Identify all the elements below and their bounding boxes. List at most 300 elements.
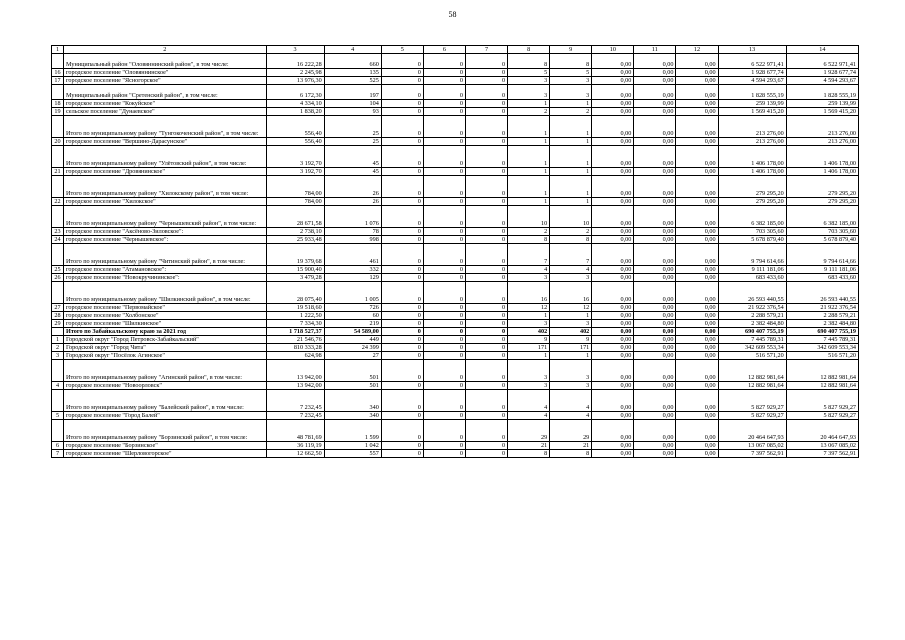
cell-col-8: 10 — [508, 206, 550, 228]
cell-col-6: 0 — [423, 168, 465, 176]
cell-col-9: 3 — [550, 320, 592, 328]
cell-col-13: 5 827 929,27 — [718, 390, 786, 412]
cell-col-8: 3 — [508, 85, 550, 100]
table-row — [52, 77, 859, 85]
table-row — [52, 236, 859, 244]
cell-col-9: 12 — [550, 304, 592, 312]
cell-col-14: 2 382 484,80 — [786, 320, 858, 328]
cell-col-9: 9 — [550, 46, 592, 54]
cell-col-1: 1 — [52, 46, 64, 54]
cell-col-12: 0,00 — [676, 390, 718, 412]
cell-col-6: 0 — [423, 198, 465, 206]
header-row — [52, 46, 859, 54]
cell-col-2: 2 — [64, 46, 267, 54]
cell-col-4: 197 — [324, 85, 381, 100]
cell-col-9: 4 — [550, 390, 592, 412]
cell-col-1: 23 — [52, 228, 64, 236]
cell-col-8: 8 — [508, 46, 550, 54]
table-row — [52, 420, 859, 442]
cell-col-5: 0 — [381, 352, 423, 360]
cell-col-2: городское поселение "Город Балей" — [64, 412, 267, 420]
cell-col-4: 78 — [324, 228, 381, 236]
cell-col-8: 2 — [508, 108, 550, 116]
cell-col-1: 22 — [52, 198, 64, 206]
cell-col-5: 0 — [381, 206, 423, 228]
cell-col-10: 0,00 — [592, 320, 634, 328]
cell-col-6: 0 — [423, 228, 465, 236]
cell-col-3: 21 546,76 — [266, 336, 324, 344]
cell-col-12: 0,00 — [676, 344, 718, 352]
cell-col-4: 45 — [324, 168, 381, 176]
cell-col-13: 279 295,20 — [718, 176, 786, 198]
cell-col-7: 0 — [465, 336, 507, 344]
cell-col-11: 0,00 — [634, 282, 676, 304]
cell-col-11: 0,00 — [634, 116, 676, 138]
cell-col-11: 0,00 — [634, 412, 676, 420]
cell-col-9: 171 — [550, 344, 592, 352]
cell-col-14: 6 522 971,41 — [786, 54, 858, 69]
cell-col-14: 26 593 440,55 — [786, 282, 858, 304]
cell-col-6: 0 — [423, 336, 465, 344]
cell-col-2: Итого по муниципальному району "Агинский район", в том числе: — [64, 360, 267, 382]
cell-col-5: 0 — [381, 344, 423, 352]
cell-col-13: 6 382 185,00 — [718, 206, 786, 228]
cell-col-2: городское поселение "Новокручининское": — [64, 274, 267, 282]
cell-col-14: 1 406 178,00 — [786, 168, 858, 176]
cell-col-13: 516 571,20 — [718, 352, 786, 360]
cell-col-4: 60 — [324, 312, 381, 320]
cell-col-4: 104 — [324, 100, 381, 108]
cell-col-7: 0 — [465, 390, 507, 412]
cell-col-3: 784,00 — [266, 198, 324, 206]
cell-col-2: Городской округ "Город Чита" — [64, 344, 267, 352]
cell-col-1: 3 — [52, 352, 64, 360]
cell-col-3: 7 232,45 — [266, 412, 324, 420]
cell-col-9: 3 — [550, 85, 592, 100]
cell-col-5: 0 — [381, 244, 423, 266]
cell-col-11: 0,00 — [634, 274, 676, 282]
table-row — [52, 168, 859, 176]
cell-col-5: 0 — [381, 412, 423, 420]
cell-col-2: Итого по муниципальному району "Балейский район", в том числе: — [64, 390, 267, 412]
cell-col-4: 1 042 — [324, 442, 381, 450]
cell-col-6: 0 — [423, 344, 465, 352]
cell-col-12: 0,00 — [676, 206, 718, 228]
cell-col-10: 0,00 — [592, 116, 634, 138]
cell-col-2: городское поселение "Шерловогорское" — [64, 450, 267, 458]
cell-col-7: 0 — [465, 442, 507, 450]
cell-col-3: 25 933,48 — [266, 236, 324, 244]
cell-col-3: 1 222,50 — [266, 312, 324, 320]
cell-col-7: 0 — [465, 352, 507, 360]
cell-col-12: 0,00 — [676, 320, 718, 328]
cell-col-4: 461 — [324, 244, 381, 266]
cell-col-12: 0,00 — [676, 450, 718, 458]
cell-col-7: 0 — [465, 450, 507, 458]
cell-col-4: 501 — [324, 360, 381, 382]
cell-col-6: 0 — [423, 312, 465, 320]
cell-col-1: 1 — [52, 336, 64, 344]
cell-col-4: 25 — [324, 138, 381, 146]
cell-col-5: 0 — [381, 320, 423, 328]
cell-col-6: 0 — [423, 450, 465, 458]
cell-col-7: 0 — [465, 85, 507, 100]
cell-col-6: 0 — [423, 390, 465, 412]
cell-col-11: 0,00 — [634, 54, 676, 69]
cell-col-3: 13 942,00 — [266, 382, 324, 390]
cell-col-4: 135 — [324, 69, 381, 77]
cell-col-11: 0,00 — [634, 69, 676, 77]
cell-col-1: 20 — [52, 138, 64, 146]
cell-col-3: 28 671,58 — [266, 206, 324, 228]
cell-col-3: 7 232,45 — [266, 390, 324, 412]
cell-col-7: 0 — [465, 244, 507, 266]
cell-col-1: 18 — [52, 100, 64, 108]
cell-col-9: 1 — [550, 312, 592, 320]
cell-col-12: 0,00 — [676, 244, 718, 266]
cell-col-8: 16 — [508, 282, 550, 304]
cell-col-7: 0 — [465, 328, 507, 336]
cell-col-9: 1 — [550, 352, 592, 360]
cell-col-8: 1 — [508, 352, 550, 360]
cell-col-1: 27 — [52, 304, 64, 312]
cell-col-8: 3 — [508, 274, 550, 282]
cell-col-6: 0 — [423, 138, 465, 146]
cell-col-5: 0 — [381, 336, 423, 344]
cell-col-7: 0 — [465, 304, 507, 312]
cell-col-9: 2 — [550, 228, 592, 236]
cell-col-13: 7 397 562,91 — [718, 450, 786, 458]
table-row — [52, 304, 859, 312]
cell-col-3: 13 942,00 — [266, 360, 324, 382]
cell-col-6: 0 — [423, 146, 465, 168]
table-row — [52, 320, 859, 328]
cell-col-8: 9 — [508, 336, 550, 344]
cell-col-8: 171 — [508, 344, 550, 352]
cell-col-10: 0,00 — [592, 146, 634, 168]
cell-col-7: 0 — [465, 138, 507, 146]
cell-col-8: 7 — [508, 244, 550, 266]
cell-col-12: 0,00 — [676, 266, 718, 274]
cell-col-3: 15 900,40 — [266, 266, 324, 274]
cell-col-12: 0,00 — [676, 442, 718, 450]
cell-col-13: 1 928 677,74 — [718, 69, 786, 77]
cell-col-11: 0,00 — [634, 146, 676, 168]
cell-col-14: 279 295,20 — [786, 198, 858, 206]
cell-col-11: 0,00 — [634, 312, 676, 320]
cell-col-4: 1 005 — [324, 282, 381, 304]
cell-col-8: 1 — [508, 116, 550, 138]
cell-col-2: Городской округ "Город Петровск-Забайкальский" — [64, 336, 267, 344]
cell-col-2: городское поселение "Первомайское" — [64, 304, 267, 312]
cell-col-3: 624,98 — [266, 352, 324, 360]
cell-col-6: 0 — [423, 320, 465, 328]
cell-col-2: городское поселение "Кокуйское" — [64, 100, 267, 108]
cell-col-4: 4 — [324, 46, 381, 54]
cell-col-11: 0,00 — [634, 320, 676, 328]
cell-col-11: 0,00 — [634, 228, 676, 236]
cell-col-11: 0,00 — [634, 236, 676, 244]
cell-col-9: 10 — [550, 206, 592, 228]
cell-col-4: 340 — [324, 390, 381, 412]
cell-col-1: 2 — [52, 344, 64, 352]
table-row — [52, 344, 859, 352]
cell-col-13: 9 794 614,66 — [718, 244, 786, 266]
cell-col-10: 0,00 — [592, 312, 634, 320]
cell-col-11: 0,00 — [634, 100, 676, 108]
cell-col-8: 1 — [508, 176, 550, 198]
cell-col-11: 0,00 — [634, 77, 676, 85]
cell-col-9: 4 — [550, 266, 592, 274]
cell-col-12: 0,00 — [676, 138, 718, 146]
cell-col-14: 9 111 181,06 — [786, 266, 858, 274]
table-row — [52, 206, 859, 228]
cell-col-7: 0 — [465, 344, 507, 352]
cell-col-3: 3 192,70 — [266, 146, 324, 168]
cell-col-4: 525 — [324, 77, 381, 85]
cell-col-10: 0,00 — [592, 304, 634, 312]
table-row — [52, 176, 859, 198]
cell-col-4: 501 — [324, 382, 381, 390]
cell-col-4: 340 — [324, 412, 381, 420]
cell-col-6: 0 — [423, 100, 465, 108]
cell-col-12: 0,00 — [676, 146, 718, 168]
cell-col-7: 0 — [465, 198, 507, 206]
cell-col-2: городское поселение "Шилкинское" — [64, 320, 267, 328]
cell-col-10: 0,00 — [592, 244, 634, 266]
cell-col-14: 1 828 555,19 — [786, 85, 858, 100]
cell-col-12: 0,00 — [676, 108, 718, 116]
cell-col-3: 3 192,70 — [266, 168, 324, 176]
cell-col-4: 660 — [324, 54, 381, 69]
cell-col-3: 28 075,40 — [266, 282, 324, 304]
cell-col-4: 24 399 — [324, 344, 381, 352]
cell-col-4: 27 — [324, 352, 381, 360]
cell-col-1: 6 — [52, 442, 64, 450]
cell-col-5: 0 — [381, 146, 423, 168]
table-row — [52, 390, 859, 412]
cell-col-4: 54 589,00 — [324, 328, 381, 336]
cell-col-9: 1 — [550, 116, 592, 138]
cell-col-2: городское поселение "Аксёново-Зиловское": — [64, 228, 267, 236]
cell-col-10: 0,00 — [592, 420, 634, 442]
cell-col-8: 4 — [508, 266, 550, 274]
cell-col-5: 0 — [381, 168, 423, 176]
cell-col-10: 0,00 — [592, 390, 634, 412]
cell-col-2: городское поселение "Хилокское" — [64, 198, 267, 206]
cell-col-9: 3 — [550, 382, 592, 390]
cell-col-1 — [52, 244, 64, 266]
cell-col-2: Муниципальный район "Сретенский район", в том числе: — [64, 85, 267, 100]
cell-col-13: 279 295,20 — [718, 198, 786, 206]
cell-col-11: 0,00 — [634, 176, 676, 198]
cell-col-9: 402 — [550, 328, 592, 336]
cell-col-5: 0 — [381, 236, 423, 244]
cell-col-2: Городской округ "Посёлок Агинское" — [64, 352, 267, 360]
cell-col-5: 0 — [381, 282, 423, 304]
cell-col-6: 0 — [423, 206, 465, 228]
cell-col-8: 3 — [508, 360, 550, 382]
cell-col-14: 14 — [786, 46, 858, 54]
cell-col-1: 26 — [52, 274, 64, 282]
cell-col-12: 0,00 — [676, 336, 718, 344]
cell-col-7: 0 — [465, 69, 507, 77]
cell-col-1: 16 — [52, 69, 64, 77]
cell-col-1: 29 — [52, 320, 64, 328]
cell-col-1 — [52, 360, 64, 382]
cell-col-13: 13 — [718, 46, 786, 54]
cell-col-8: 3 — [508, 77, 550, 85]
table-row — [52, 228, 859, 236]
cell-col-10: 0,00 — [592, 108, 634, 116]
cell-col-2: городское поселение "Дровянинское" — [64, 168, 267, 176]
cell-col-12: 0,00 — [676, 168, 718, 176]
cell-col-9: 9 — [550, 336, 592, 344]
cell-col-10: 0,00 — [592, 69, 634, 77]
cell-col-3: 3 479,28 — [266, 274, 324, 282]
cell-col-14: 12 882 981,64 — [786, 360, 858, 382]
cell-col-14: 259 139,99 — [786, 100, 858, 108]
cell-col-4: 25 — [324, 116, 381, 138]
cell-col-9: 3 — [550, 274, 592, 282]
cell-col-14: 12 882 981,64 — [786, 382, 858, 390]
cell-col-13: 690 407 755,19 — [718, 328, 786, 336]
cell-col-3: 2 738,10 — [266, 228, 324, 236]
cell-col-7: 0 — [465, 100, 507, 108]
table-row — [52, 116, 859, 138]
cell-col-1: 28 — [52, 312, 64, 320]
cell-col-10: 10 — [592, 46, 634, 54]
cell-col-3: 16 222,28 — [266, 54, 324, 69]
cell-col-6: 0 — [423, 176, 465, 198]
cell-col-11: 0,00 — [634, 382, 676, 390]
cell-col-10: 0,00 — [592, 198, 634, 206]
cell-col-2: Муниципальный район "Оловяннинский район", в том числе: — [64, 54, 267, 69]
cell-col-11: 0,00 — [634, 360, 676, 382]
cell-col-9: 4 — [550, 412, 592, 420]
cell-col-11: 0,00 — [634, 304, 676, 312]
cell-col-11: 0,00 — [634, 420, 676, 442]
cell-col-11: 0,00 — [634, 198, 676, 206]
cell-col-6: 0 — [423, 282, 465, 304]
cell-col-12: 0,00 — [676, 54, 718, 69]
cell-col-7: 0 — [465, 236, 507, 244]
cell-col-7: 0 — [465, 108, 507, 116]
cell-col-8: 21 — [508, 442, 550, 450]
cell-col-10: 0,00 — [592, 100, 634, 108]
cell-col-3: 556,40 — [266, 138, 324, 146]
cell-col-7: 0 — [465, 320, 507, 328]
cell-col-6: 0 — [423, 360, 465, 382]
cell-col-1: 19 — [52, 108, 64, 116]
cell-col-12: 12 — [676, 46, 718, 54]
cell-col-5: 0 — [381, 77, 423, 85]
table-row — [52, 360, 859, 382]
cell-col-12: 0,00 — [676, 274, 718, 282]
cell-col-10: 0,00 — [592, 206, 634, 228]
cell-col-13: 12 882 981,64 — [718, 360, 786, 382]
cell-col-9: 1 — [550, 138, 592, 146]
cell-col-5: 0 — [381, 442, 423, 450]
cell-col-10: 0,00 — [592, 328, 634, 336]
cell-col-13: 1 569 415,20 — [718, 108, 786, 116]
cell-col-10: 0,00 — [592, 450, 634, 458]
cell-col-11: 0,00 — [634, 266, 676, 274]
cell-col-5: 0 — [381, 360, 423, 382]
cell-col-14: 213 276,00 — [786, 116, 858, 138]
cell-col-12: 0,00 — [676, 360, 718, 382]
cell-col-3: 7 334,30 — [266, 320, 324, 328]
cell-col-12: 0,00 — [676, 382, 718, 390]
cell-col-8: 1 — [508, 312, 550, 320]
cell-col-3: 1 838,20 — [266, 108, 324, 116]
cell-col-11: 0,00 — [634, 244, 676, 266]
page-number: 58 — [448, 10, 457, 19]
cell-col-14: 20 464 647,93 — [786, 420, 858, 442]
cell-col-8: 8 — [508, 236, 550, 244]
cell-col-12: 0,00 — [676, 352, 718, 360]
cell-col-2: городское поселение "Вершино-Дарасунское" — [64, 138, 267, 146]
cell-col-13: 2 288 579,21 — [718, 312, 786, 320]
cell-col-13: 12 882 981,64 — [718, 382, 786, 390]
cell-col-12: 0,00 — [676, 236, 718, 244]
cell-col-6: 0 — [423, 304, 465, 312]
cell-col-1 — [52, 176, 64, 198]
cell-col-12: 0,00 — [676, 69, 718, 77]
cell-col-7: 0 — [465, 274, 507, 282]
cell-col-3: 1 718 527,37 — [266, 328, 324, 336]
cell-col-4: 129 — [324, 274, 381, 282]
cell-col-5: 0 — [381, 228, 423, 236]
cell-col-10: 0,00 — [592, 344, 634, 352]
cell-col-9: 8 — [550, 450, 592, 458]
table-row — [52, 85, 859, 100]
cell-col-3: 810 333,28 — [266, 344, 324, 352]
cell-col-7: 0 — [465, 77, 507, 85]
cell-col-2: городское поселение "Ясногорское" — [64, 77, 267, 85]
cell-col-10: 0,00 — [592, 54, 634, 69]
cell-col-6: 0 — [423, 442, 465, 450]
cell-col-4: 726 — [324, 304, 381, 312]
cell-col-5: 0 — [381, 390, 423, 412]
cell-col-10: 0,00 — [592, 168, 634, 176]
register-table — [51, 45, 859, 458]
cell-col-14: 5 827 929,27 — [786, 390, 858, 412]
cell-col-11: 0,00 — [634, 450, 676, 458]
cell-col-3: 19 379,68 — [266, 244, 324, 266]
table-row — [52, 146, 859, 168]
cell-col-6: 0 — [423, 328, 465, 336]
cell-col-1 — [52, 54, 64, 69]
cell-col-5: 0 — [381, 116, 423, 138]
cell-col-9: 16 — [550, 282, 592, 304]
cell-col-7: 0 — [465, 282, 507, 304]
cell-col-11: 0,00 — [634, 168, 676, 176]
cell-col-1: 17 — [52, 77, 64, 85]
cell-col-13: 7 445 789,31 — [718, 336, 786, 344]
cell-col-10: 0,00 — [592, 352, 634, 360]
cell-col-4: 998 — [324, 236, 381, 244]
cell-col-11: 11 — [634, 46, 676, 54]
cell-col-12: 0,00 — [676, 85, 718, 100]
cell-col-14: 213 276,00 — [786, 138, 858, 146]
cell-col-14: 703 305,60 — [786, 228, 858, 236]
cell-col-1: 21 — [52, 168, 64, 176]
cell-col-5: 0 — [381, 198, 423, 206]
cell-col-13: 26 593 440,55 — [718, 282, 786, 304]
cell-col-12: 0,00 — [676, 312, 718, 320]
cell-col-6: 6 — [423, 46, 465, 54]
